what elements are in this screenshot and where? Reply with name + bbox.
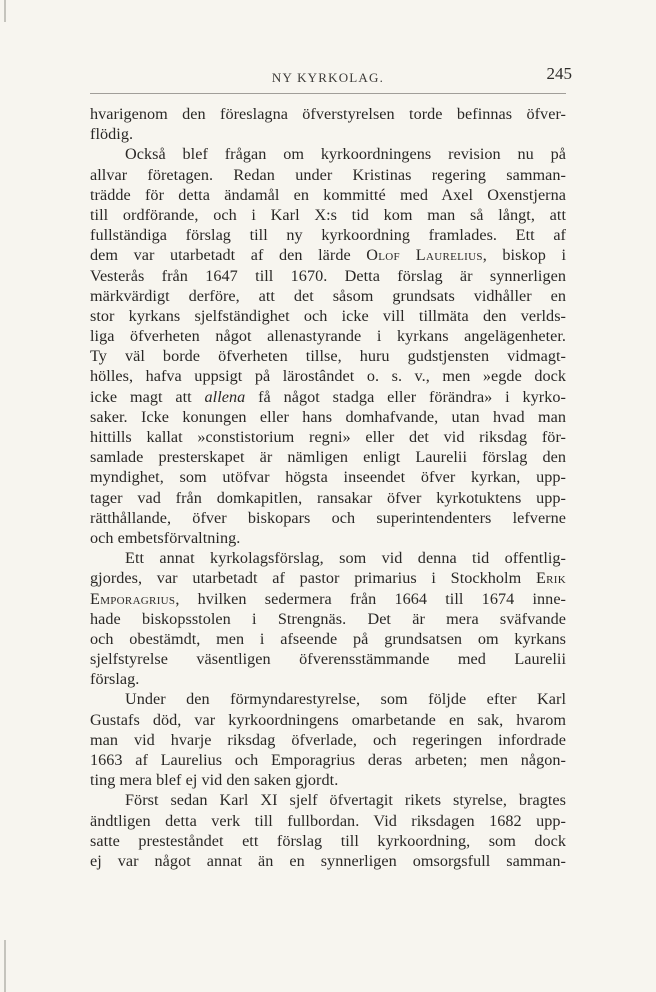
text-segment: trädde för detta ändamål en kommitté med Axel Oxenstjerna xyxy=(90,185,566,204)
text-line xyxy=(90,366,566,386)
text-segment: liga öfverheten något allenastyrande i kyrkans angelägenheter. xyxy=(90,327,566,346)
small-caps-name: Erik xyxy=(535,569,566,588)
text-line xyxy=(90,811,566,831)
page-header xyxy=(90,60,572,90)
paragraph xyxy=(90,548,566,689)
text-line xyxy=(90,629,566,649)
text-line xyxy=(90,689,566,709)
text-line xyxy=(90,205,566,225)
paragraph xyxy=(90,104,566,144)
text-segment: gjordes, var utarbetadt af pastor primarius i Stockholm xyxy=(90,569,536,588)
text-line xyxy=(90,589,566,609)
small-caps-name: Emporagrius xyxy=(90,589,176,608)
text-segment: Vesterås från 1647 till 1670. Detta förslag är synnerligen xyxy=(90,266,566,285)
text-segment: Ett annat kyrkolagsförslag, som vid denna tid offentlig- xyxy=(125,549,566,568)
text-segment: allvar företagen. Redan under Kristinas regering samman- xyxy=(90,165,566,184)
text-line xyxy=(90,447,566,467)
text-segment: fullständiga förslag till ny kyrkoordning framlades. Ett af xyxy=(90,226,566,245)
text-line xyxy=(90,750,566,770)
text-segment: sjelfstyrelse väsentligen öfverensstämmande med Laurelii xyxy=(90,650,566,669)
text-line xyxy=(90,144,566,164)
text-segment: icke magt att xyxy=(90,387,205,406)
text-line xyxy=(90,609,566,629)
text-segment: ändtligen detta verk till fullbordan. Vid riksdagen 1682 upp- xyxy=(90,811,566,830)
text-line xyxy=(90,669,566,689)
text-line xyxy=(90,407,566,427)
text-segment: Också blef frågan om kyrkoordningens revision nu på xyxy=(125,145,566,164)
text-segment: till ordförande, och i Karl X:s tid kom man så långt, att xyxy=(90,205,566,224)
text-segment: rätthållande, öfver biskopars och superintendenters lefverne xyxy=(90,508,566,527)
text-segment: Ty väl borde öfverheten tillse, huru gudstjensten vidmagt- xyxy=(90,347,566,366)
text-line xyxy=(90,649,566,669)
page-number: 245 xyxy=(546,64,572,83)
text-line xyxy=(90,346,566,366)
text-segment: och obestämdt, men i afseende på grundsatsen om kyrkans xyxy=(90,629,566,648)
text-line xyxy=(90,488,566,508)
margin-mark xyxy=(4,0,6,22)
text-line xyxy=(90,225,566,245)
text-line xyxy=(90,104,566,124)
text-line xyxy=(90,851,566,871)
text-line xyxy=(90,528,566,548)
text-line xyxy=(90,185,566,205)
text-line xyxy=(90,165,566,185)
text-segment: samlade presterskapet är nämligen enligt Laurelii förslag den xyxy=(90,448,566,467)
text-line xyxy=(90,508,566,528)
text-line xyxy=(90,427,566,447)
text-line xyxy=(90,286,566,306)
text-line xyxy=(90,124,566,144)
text-segment: stor kyrkans sjelfständighet och icke vill tillmäta den verlds- xyxy=(90,306,566,325)
text-segment: myndighet, som utöfvar högsta inseendet öfver kyrkan, upp- xyxy=(90,468,566,487)
text-segment: tager vad från domkapitlen, ransakar öfver kyrkotuktens upp- xyxy=(90,488,566,507)
text-segment: märkvärdigt derföre, att det såsom grundsats vidhåller en xyxy=(90,286,566,305)
text-segment: hade biskopsstolen i Strengnäs. Det är mera sväfvande xyxy=(90,609,566,628)
paragraph xyxy=(90,144,566,548)
text-segment: hittills kallat »constistorium regni» eller det vid riksdag för- xyxy=(90,428,566,446)
paragraph xyxy=(90,790,566,871)
text-line xyxy=(90,467,566,487)
margin-mark xyxy=(4,940,6,992)
text-segment: Under den förmyndarestyrelse, som följde efter Karl xyxy=(125,690,566,709)
text-segment: man vid hvarje riksdag öfverlade, och regeringen infordrade xyxy=(90,730,566,749)
text-line xyxy=(90,306,566,326)
text-segment: ej var något annat än en synnerligen omsorgsfull samman- xyxy=(90,851,566,870)
text-segment: Först sedan Karl XI sjelf öfvertagit rikets styrelse, bragtes xyxy=(125,791,566,810)
text-segment: hölles, hafva uppsigt på lärostândet o. s. v., men »egde dock xyxy=(90,367,566,386)
text-line xyxy=(90,266,566,286)
text-segment: Gustafs död, var kyrkoordningens omarbetande en sak, hvarom xyxy=(90,710,566,729)
header-rule xyxy=(90,93,566,94)
text-segment: satte presteståndet ett förslag till kyrkoordning, som dock xyxy=(90,831,566,850)
text-segment: saker. Icke konungen eller hans domhafvande, utan hvad man xyxy=(90,407,566,426)
text-line xyxy=(90,568,566,588)
text-segment: hvarigenom den föreslagna öfverstyrelsen torde befinnas öfver- xyxy=(90,105,566,123)
text-line xyxy=(90,770,566,790)
text-line xyxy=(90,387,566,407)
small-caps-name: Olof Laurelius xyxy=(366,246,483,265)
running-head: NY KYRKOLAG. xyxy=(271,70,385,85)
text-segment: få något stadga eller förändra» i kyrko- xyxy=(245,387,566,406)
text-line xyxy=(90,326,566,346)
text-line xyxy=(90,831,566,851)
text-segment: flödig. xyxy=(90,125,134,144)
text-segment: och embetsförvaltning. xyxy=(90,528,241,547)
text-line xyxy=(90,730,566,750)
text-segment: förslag. xyxy=(90,670,140,689)
text-line xyxy=(90,790,566,810)
text-line xyxy=(90,710,566,730)
italic-emphasis: allena xyxy=(204,387,246,406)
body-text xyxy=(90,104,566,871)
text-line xyxy=(90,245,566,265)
text-line xyxy=(90,548,566,568)
text-segment: ting mera blef ej vid den saken gjordt. xyxy=(90,771,339,790)
text-segment: , biskop i xyxy=(482,246,567,265)
paragraph xyxy=(90,689,566,790)
text-segment: , hvilken sedermera från 1664 till 1674 inne- xyxy=(175,589,566,608)
text-segment: 1663 af Laurelius och Emporagrius deras arbeten; men någon- xyxy=(90,751,566,769)
text-segment: dem var utarbetadt af den lärde xyxy=(90,246,367,265)
